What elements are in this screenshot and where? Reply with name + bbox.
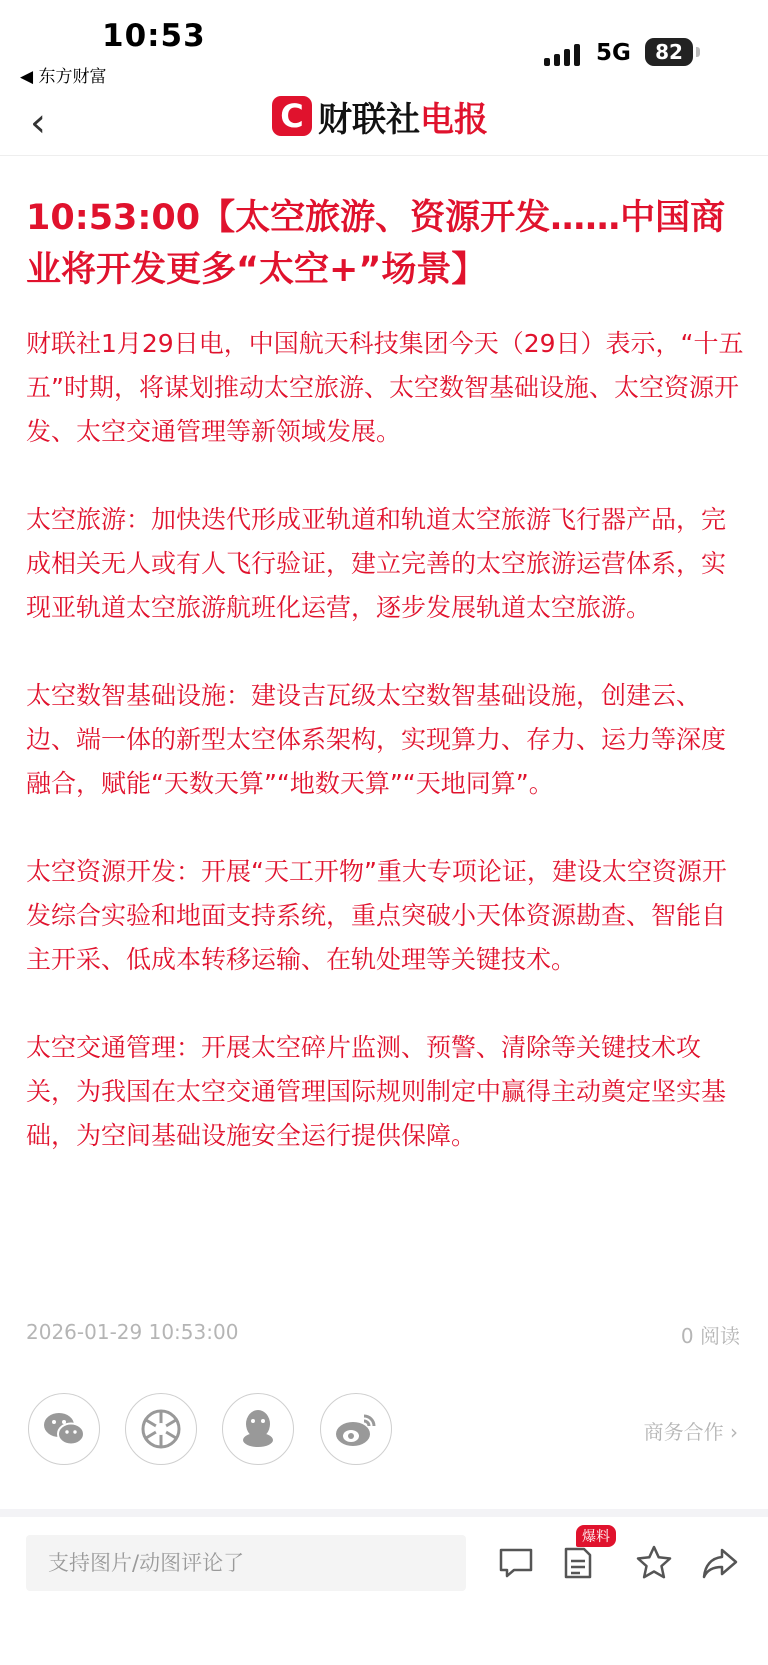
moments-icon[interactable] [125,1393,197,1465]
bottom-bar [0,1517,768,1665]
report-badge: 爆料 [576,1525,616,1547]
article-body [26,322,744,1202]
publish-date: 2026-01-29 10:53:00 [26,1320,239,1344]
share-icon[interactable] [700,1543,740,1583]
article-headline: 10:53:00【太空旅游、资源开发……中国商业将开发更多“太空+”场景】 [26,198,726,290]
network-label: 5G [596,40,631,66]
qq-icon[interactable] [222,1393,294,1465]
comment-icon[interactable] [496,1543,536,1583]
article-paragraph: 太空数智基础设施：建设吉瓦级太空数智基础设施，创建云、边、端一体的新型太空体系架构，实现算力、存力、运力等深度融合，赋能“天数天算”“地数天算”“天地同算”。 [26,681,727,798]
logo-c-mark: C [272,96,312,136]
logo-text-accent: 电报 [420,99,488,140]
back-chevron-icon[interactable]: ‹ [30,100,46,146]
wechat-icon[interactable] [28,1393,100,1465]
back-to-app-link[interactable]: ◀ 东方财富 [20,67,107,87]
read-count: 0 阅读 [680,1324,740,1348]
status-bar [0,0,768,88]
cls-logo [272,94,488,138]
article-paragraph: 太空旅游：加快迭代形成亚轨道和轨道太空旅游飞行器产品，完成相关无人或有人飞行验证，建立完善的太空旅游运营体系，实现亚轨道太空旅游航班化运营，逐步发展轨道太空旅游。 [26,505,727,622]
nav-divider [0,155,768,156]
business-cooperation-link[interactable]: 商务合作 › [643,1420,738,1444]
report-icon[interactable] [558,1543,598,1583]
battery-icon: 82 [645,38,693,66]
logo-text: 财联社 [318,99,420,140]
nav-bar [0,88,768,156]
signal-icon [544,42,584,66]
battery-tip [696,47,700,57]
article-paragraph: 财联社1月29日电，中国航天科技集团今天（29日）表示，“十五五”时期，将谋划推动太空旅游、太空数智基础设施、太空资源开发、太空交通管理等新领域发展。 [26,329,744,446]
article-paragraph: 太空资源开发：开展“天工开物”重大专项论证，建设太空资源开发综合实验和地面支持系统，重点突破小天体资源勘查、智能自主开采、低成本转移运输、在轨处理等关键技术。 [26,857,727,974]
comment-input[interactable]: 支持图片/动图评论了 [26,1535,466,1591]
section-divider [0,1509,768,1517]
article-paragraph: 太空交通管理：开展太空碎片监测、预警、清除等关键技术攻关，为我国在太空交通管理国际规则制定中赢得主动奠定坚实基础，为空间基础设施安全运行提供保障。 [26,1033,727,1150]
status-time: 10:53 [102,18,206,54]
star-icon[interactable] [634,1543,674,1583]
weibo-icon[interactable] [320,1393,392,1465]
